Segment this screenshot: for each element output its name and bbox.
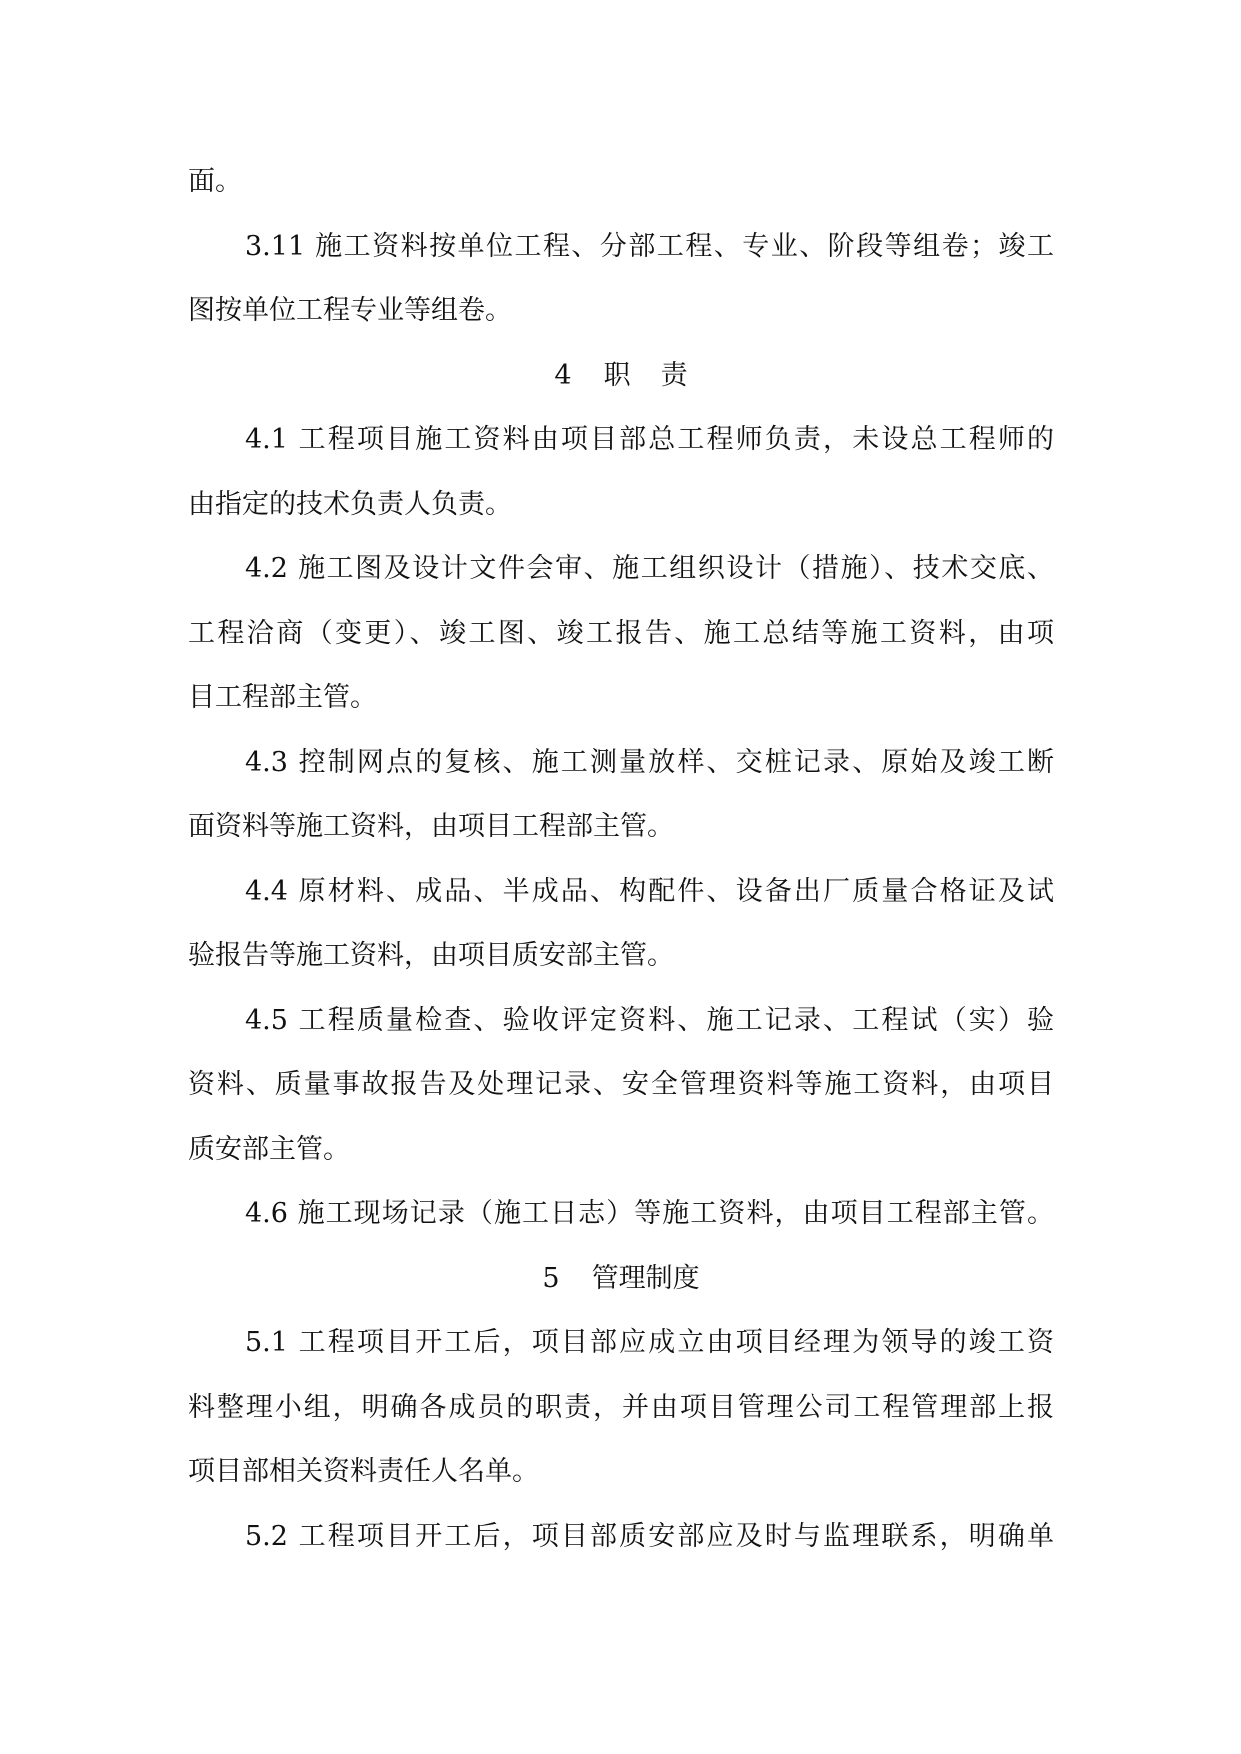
paragraph-line: 4.1 工程项目施工资料由项目部总工程师负责，未设总工程师的 (245, 424, 1054, 455)
paragraph-line: 由指定的技术负责人负责。 (188, 488, 512, 520)
paragraph-line: 料整理小组，明确各成员的职责，并由项目管理公司工程管理部上报 (188, 1391, 1054, 1423)
paragraph-line: 工程洽商（变更）、竣工图、竣工报告、施工总结等施工资料，由项 (188, 617, 1054, 649)
paragraph-line: 4.2 施工图及设计文件会审、施工组织设计（措施）、技术交底、 (245, 553, 1054, 584)
paragraph-line: 5.1 工程项目开工后，项目部应成立由项目经理为领导的竣工资 (245, 1327, 1054, 1358)
document-page (188, 150, 1054, 1569)
section-heading (188, 1247, 1054, 1312)
paragraph-line: 4.6 施工现场记录（施工日志）等施工资料，由项目工程部主管。 (245, 1198, 1054, 1229)
paragraph-line: 面。 (188, 166, 242, 197)
paragraph-line: 资料、质量事故报告及处理记录、安全管理资料等施工资料，由项目 (188, 1069, 1054, 1100)
section-title: 职责 (603, 359, 718, 391)
paragraph-line: 面资料等施工资料，由项目工程部主管。 (188, 811, 674, 842)
paragraph-line: 5.2 工程项目开工后，项目部质安部应及时与监理联系，明确单 (245, 1520, 1054, 1552)
section-title: 管理制度 (591, 1262, 700, 1294)
paragraph-line: 4.3 控制网点的复核、施工测量放样、交桩记录、原始及竣工断 (245, 746, 1054, 778)
section-number: 5 (542, 1262, 560, 1294)
paragraph-line: 项目部相关资料责任人名单。 (188, 1456, 539, 1487)
section-number: 4 (554, 359, 572, 391)
paragraph-line: 图按单位工程专业等组卷。 (188, 295, 512, 326)
paragraph-line: 3.11 施工资料按单位工程、分部工程、专业、阶段等组卷；竣工 (245, 230, 1054, 262)
paragraph-line: 目工程部主管。 (188, 682, 377, 713)
paragraph-line: 4.5 工程质量检查、验收评定资料、施工记录、工程试（实）验 (245, 1004, 1054, 1036)
paragraph-line: 4.4 原材料、成品、半成品、构配件、设备出厂质量合格证及试 (245, 875, 1054, 907)
paragraph-line: 质安部主管。 (188, 1133, 350, 1165)
paragraph-line: 验报告等施工资料，由项目质安部主管。 (188, 940, 674, 971)
section-heading (188, 344, 1054, 409)
